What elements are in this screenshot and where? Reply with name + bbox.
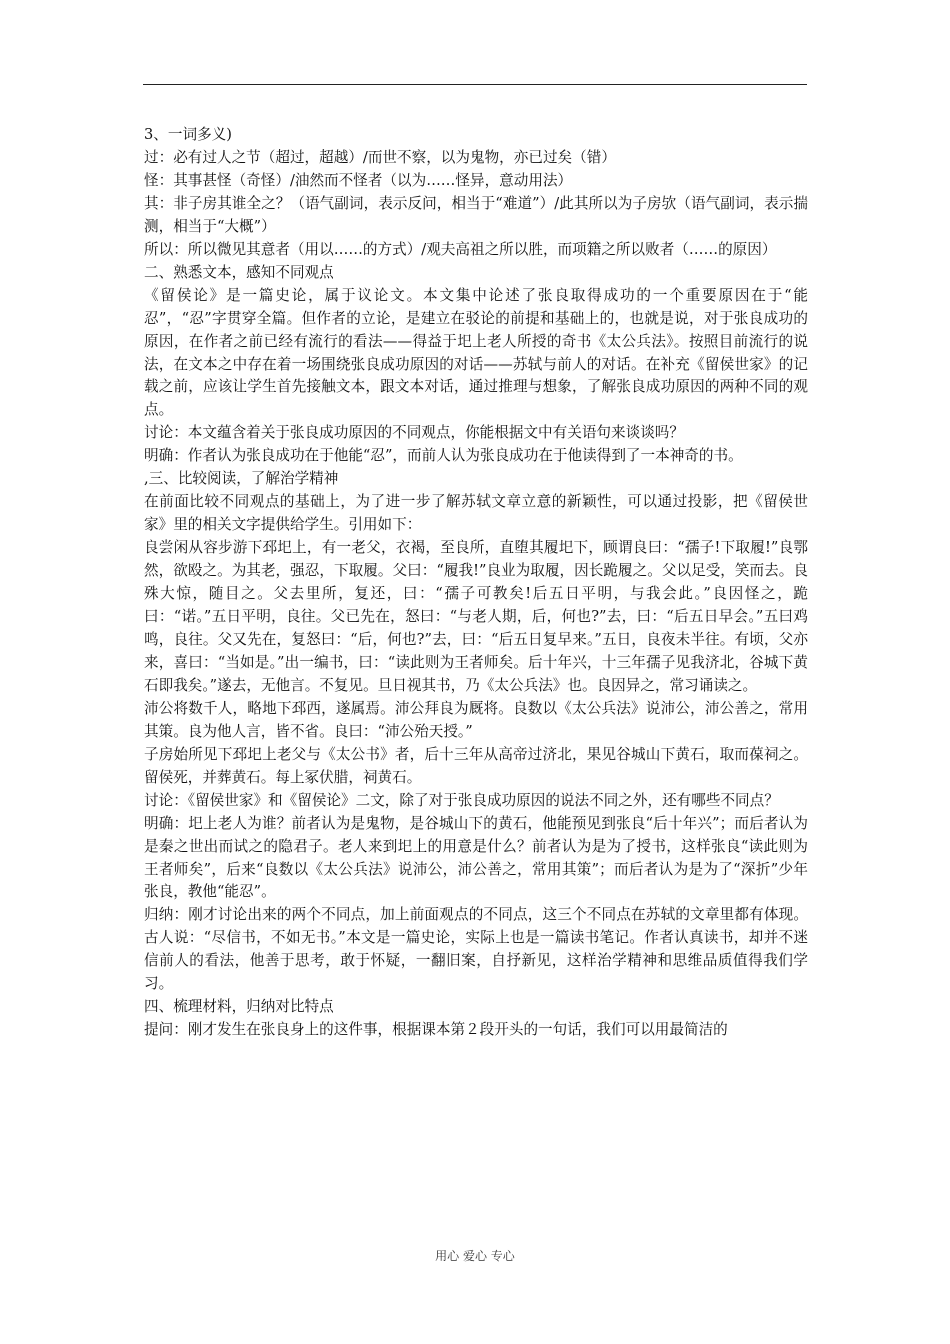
section-heading-4: 四、梳理材料，归纳对比特点 (144, 998, 334, 1016)
paragraph: 怪：其事甚怪（奇怪）/油然而不怪者（以为……怪异，意动用法） (144, 171, 573, 189)
paragraph: 明确：圯上老人为谁？前者认为是鬼物，是谷城山下的黄石，他能预见到张良“后十年兴”；而后者认为是秦之世出而试之的隐君子。老人来到圯上的用意是什么？前者认为是为了授书，这样张良“读此则为王者师矣”，后来“良数以《太公兵法》说沛公，沛公善之，常用其策”；而后者认为是为了“深折”少年张良，教他“能忍”。 (144, 814, 808, 901)
paragraph: 良尝闲从容步游下邳圯上，有一老父，衣褐，至良所，直堕其履圯下，顾谓良曰：“孺子!下取履!”良鄂然，欲殴之。为其老，强忍，下取履。父曰：“履我!”良业为取履，因长跪履之。父以足受，笑而去。良殊大惊，随目之。父去里所，复还，曰：“孺子可教矣!后五日平明，与我会此。”良因怪之，跪曰：“诺。”五日平明，良往。父已先在，怒曰：“与老人期，后，何也?”去，曰：“后五日早会。”五曰鸡鸣，良往。父又先在，复怒曰：“后，何也?”去，曰：“后五日复早来。”五日，良夜未半往。有顷，父亦来，喜曰：“当如是。”出一编书，曰：“读此则为王者师矣。后十年兴，十三年孺子见我济北，谷城下黄石即我矣。”遂去，无他言。不复见。旦日视其书，乃《太公兵法》也。良因异之，常习诵读之。 (144, 539, 808, 694)
paragraph: 其：非子房其谁全之？（语气副词，表示反问，相当于“难道”）/此其所以为子房欤（语气副词，表示揣测，相当于“大概”） (144, 194, 808, 235)
page-footer: 用心 爱心 专心 (435, 1249, 515, 1263)
paragraph: 沛公将数千人，略地下邳西，遂属焉。沛公拜良为厩将。良数以《太公兵法》说沛公，沛公善之，常用其策。良为他人言，皆不省。良曰：“沛公殆天授。” (144, 699, 808, 740)
paragraph: 归纳：刚才讨论出来的两个不同点，加上前面观点的不同点，这三个不同点在苏轼的文章里都有体现。古人说：“尽信书，不如无书。”本文是一篇史论，实际上也是一篇读书笔记。作者认真读书，却并不迷信前人的看法，他善于思考，敢于怀疑，一翻旧案，自抒新见，这样治学精神和思维品质值得我们学习。 (144, 906, 808, 993)
section-heading-2: 二、熟悉文本，感知不同观点 (144, 263, 334, 281)
paragraph: 子房始所见下邳圯上老父与《太公书》者，后十三年从高帝过济北，果见谷城山下黄石，取而葆祠之。留侯死，并葬黄石。每上冢伏腊，祠黄石。 (144, 745, 808, 786)
paragraph: 所以：所以微见其意者（用以……的方式）/观夫高祖之所以胜，而项籍之所以败者（……的原因） (144, 240, 777, 258)
document-body (144, 124, 808, 1042)
paragraph: 明确：作者认为张良成功在于他能“忍”，而前人认为张良成功在于他读得到了一本神奇的书。 (144, 447, 743, 465)
section-heading-3: ,三、比较阅读，了解治学精神 (144, 470, 339, 488)
heading-polysemy: 3、一词多义) (144, 126, 232, 143)
paragraph: 过：必有过人之节（超过，超越）/而世不察，以为鬼物，亦已过矣（错） (144, 148, 616, 166)
paragraph: 讨论：本文蕴含着关于张良成功原因的不同观点，你能根据文中有关语句来谈谈吗？ (144, 424, 684, 442)
header-rule (143, 84, 807, 85)
paragraph: 提问：刚才发生在张良身上的这件事，根据课本第２段开头的一句话，我们可以用最简洁的 (144, 1021, 728, 1039)
paragraph: 在前面比较不同观点的基础上，为了进一步了解苏轼文章立意的新颖性，可以通过投影，把《留侯世家》里的相关文字提供给学生。引用如下： (144, 493, 808, 534)
paragraph: 《留侯论》是一篇史论，属于议论文。本文集中论述了张良取得成功的一个重要原因在于“能忍”，“忍”字贯穿全篇。但作者的立论，是建立在驳论的前提和基础上的，也就是说，对于张良成功的原因，在作者之前已经有流行的看法——得益于圯上老人所授的奇书《太公兵法》。按照目前流行的说法，在文本之中存在着一场围绕张良成功原因的对话——苏轼与前人的对话。在补充《留侯世家》的记载之前，应该让学生首先接触文本，跟文本对话，通过推理与想象，了解张良成功原因的两种不同的观点。 (144, 286, 808, 419)
paragraph: 讨论：《留侯世家》和《留侯论》二文，除了对于张良成功原因的说法不同之外，还有哪些不同点？ (144, 791, 779, 809)
